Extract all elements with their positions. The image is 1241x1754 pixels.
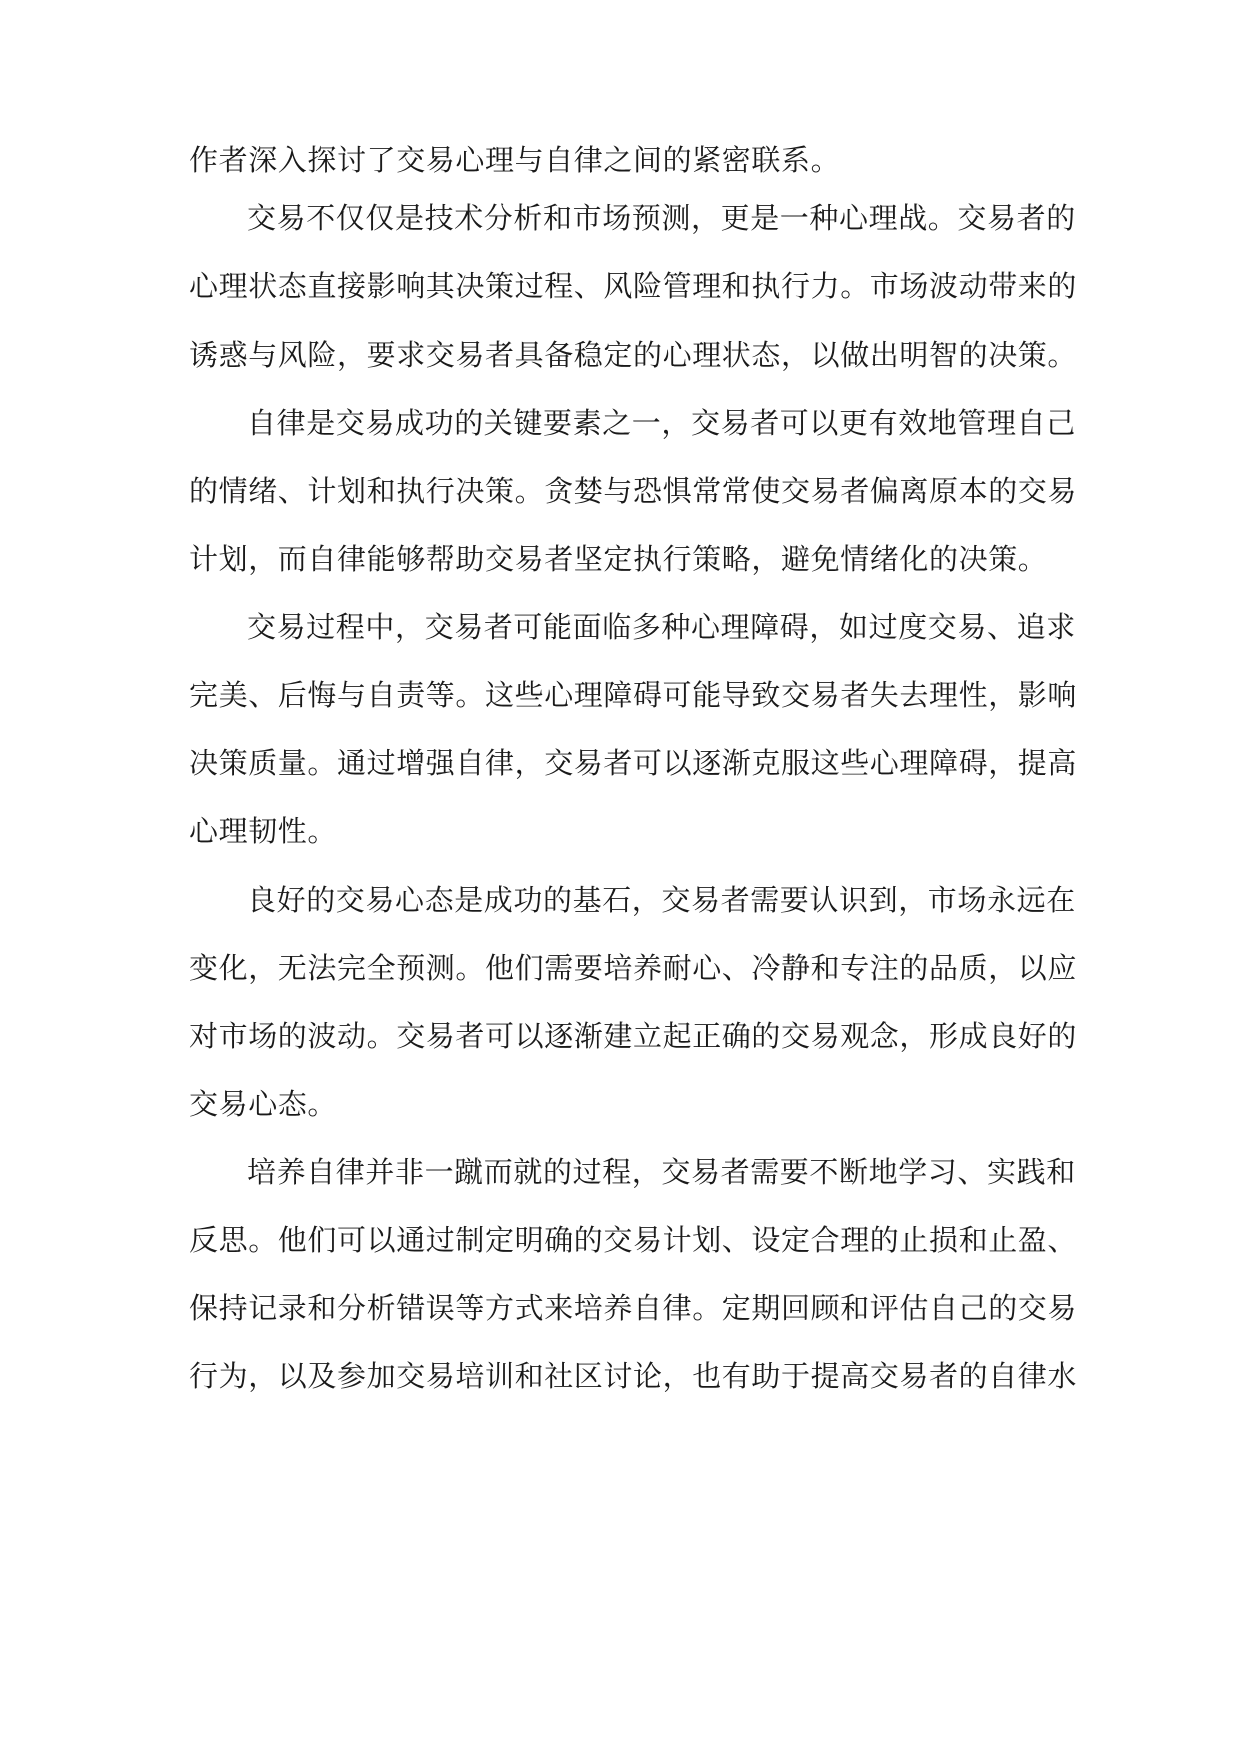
text-line: 决策质量。通过增强自律，交易者可以逐渐克服这些心理障碍，提高 bbox=[189, 746, 1078, 780]
paragraph-first-line: 培养自律并非一蹴而就的过程，交易者需要不断地学习、实践和 bbox=[247, 1155, 1076, 1189]
text-line: 完美、后悔与自责等。这些心理障碍可能导致交易者失去理性，影响 bbox=[189, 678, 1078, 712]
paragraph-first-line: 自律是交易成功的关键要素之一，交易者可以更有效地管理自己 bbox=[247, 406, 1076, 440]
paragraph-first-line: 良好的交易心态是成功的基石，交易者需要认识到，市场永远在 bbox=[247, 883, 1076, 917]
text-line: 诱惑与风险，要求交易者具备稳定的心理状态，以做出明智的决策。 bbox=[189, 338, 1078, 372]
text-line: 行为，以及参加交易培训和社区讨论，也有助于提高交易者的自律水 bbox=[189, 1359, 1078, 1393]
text-line: 作者深入探讨了交易心理与自律之间的紧密联系。 bbox=[189, 143, 841, 177]
text-line: 变化，无法完全预测。他们需要培养耐心、冷静和专注的品质，以应 bbox=[189, 951, 1078, 985]
text-line: 的情绪、计划和执行决策。贪婪与恐惧常常使交易者偏离原本的交易 bbox=[189, 474, 1078, 508]
text-line: 交易心态。 bbox=[189, 1087, 338, 1121]
text-line: 反思。他们可以通过制定明确的交易计划、设定合理的止损和止盈、 bbox=[189, 1223, 1078, 1257]
text-line: 心理状态直接影响其决策过程、风险管理和执行力。市场波动带来的 bbox=[189, 269, 1078, 303]
paragraph-first-line: 交易过程中，交易者可能面临多种心理障碍，如过度交易、追求 bbox=[247, 610, 1076, 644]
text-line: 保持记录和分析错误等方式来培养自律。定期回顾和评估自己的交易 bbox=[189, 1291, 1078, 1325]
text-line: 心理韧性。 bbox=[189, 814, 338, 848]
text-line: 对市场的波动。交易者可以逐渐建立起正确的交易观念，形成良好的 bbox=[189, 1019, 1078, 1053]
text-line: 计划，而自律能够帮助交易者坚定执行策略，避免情绪化的决策。 bbox=[189, 542, 1048, 576]
paragraph-first-line: 交易不仅仅是技术分析和市场预测，更是一种心理战。交易者的 bbox=[247, 201, 1076, 235]
